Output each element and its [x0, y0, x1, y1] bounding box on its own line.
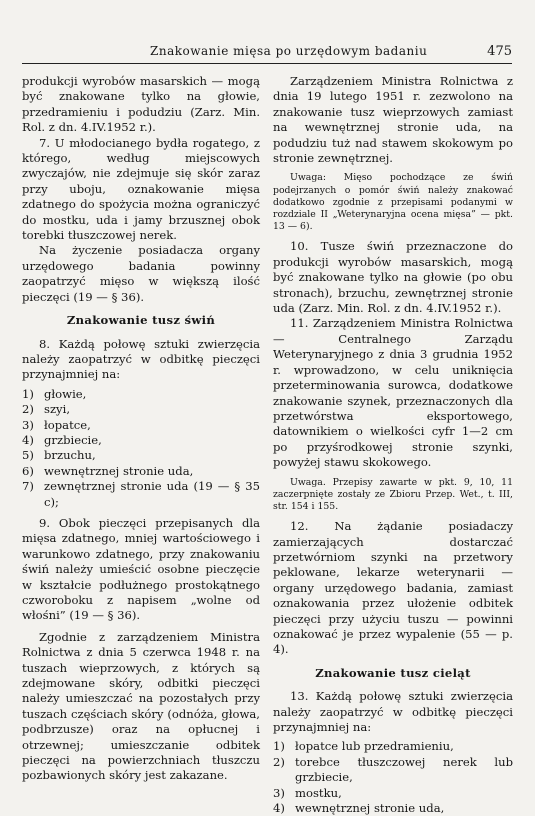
page-number: 475: [487, 44, 512, 59]
paragraph-request: Na życzenie posiadacza organy urzędowego badania powinny zaopatrzyć mięso w większą ilość pieczęci (19 — § 36).: [22, 243, 260, 304]
list-item: 4) grzbiecie,: [22, 432, 102, 447]
list-calf-stamp-locations: [273, 739, 513, 816]
paragraph-1948-order: Zgodnie z zarządzeniem Ministra Rolnictwa z dnia 5 czerwca 1948 r. na tuszach wieprzowych, z których są zdejmowane skóry, odbitki pieczęci należy umieszczać na pozostałych przy tuszach częściach skóry (odnóża, głowa, podbrzusze) oraz na opłucnej i otrzewnej; umieszczanie odbitek pieczęci na powierzchniach tłuszczu pozbawionych skóry jest zakazane.: [22, 629, 260, 783]
note-regulations: Uwaga. Przepisy zawarte w pkt. 9, 10, 11 zaczerpnięte zostały ze Zbioru Przep. Wet., t. III, str. 154 i 155.: [273, 476, 513, 512]
list-item: 1) głowie,: [22, 386, 87, 401]
list-item: 7) zewnętrznej stronie uda (19 — § 35 c);: [22, 479, 260, 509]
left-column: [22, 74, 260, 784]
list-item: 4) wewnętrznej stronie uda,: [273, 801, 445, 816]
paragraph-8: 8. Każdą połowę sztuki zwierzęcia należy zaopatrzyć w odbitkę pieczęci przynajmniej na:: [22, 336, 260, 382]
list-item: 5) brzuchu,: [22, 448, 96, 463]
list-item: 3) mostku,: [273, 785, 342, 800]
section-heading-pigs: Znakowanie tusz świń: [66, 313, 216, 328]
paragraph-7: 7. U młodocianego bydła rogatego, z którego, według miejscowych zwyczajów, nie zdejmuje się skór zaraz przy uboju, oznakowanie mięsa zdatnego do spożycia można ograniczyć do mostku, uda i jamy brzusznej obok torebki tłuszczowej nerek.: [22, 135, 260, 243]
list-item: 6) wewnętrznej stronie uda,: [22, 463, 194, 478]
running-header: [22, 42, 512, 64]
paragraph-11: 11. Zarządzeniem Ministra Rolnictwa — Centralnego Zarządu Weterynaryjnego z dnia 3 grudnia 1952 r. wprowadzono, w celu uniknięcia przeterminowania surowca, dodatkowe znakowanie szynek, przeznaczonych dla przetwórstwa eksportowego, datownikiem o wielkości cyfr 1—2 cm po przyśrodkowej stronie szynki, powyżej stawu skokowego.: [273, 316, 513, 470]
paragraph-1951-order: Zarządzeniem Ministra Rolnictwa z dnia 19 lutego 1951 r. zezwolono na znakowanie tusz wieprzowych zamiast na wewnętrznej stronie uda, na podudziu tuż nad stawem skokowym po stronie zewnętrznej.: [273, 74, 513, 166]
paragraph-10: 10. Tusze świń przeznaczone do produkcji wyrobów masarskich, mogą być znakowane tylko na głowie (po obu stronach), brzuchu, zewnętrznej stronie uda (Zarz. Min. Rol. z dn. 4.IV.1952 r.).: [273, 239, 513, 316]
right-column: [273, 74, 513, 816]
list-item: 2) torebce tłuszczowej nerek lub grzbiecie,: [273, 754, 513, 785]
list-item: 1) łopatce lub przedramieniu,: [273, 739, 454, 754]
note-swine-fever: Uwaga: Mięso pochodzące ze świń podejrzanych o pomór świń należy znakować dodatkowo zgodnie z przepisami podanymi w rozdziale II „Weterynaryjna ocena mięsa” — pkt. 13 — 6).: [273, 172, 513, 233]
list-item: 3) łopatce,: [22, 417, 91, 432]
paragraph-13: 13. Każdą połowę sztuki zwierzęcia należy zaopatrzyć w odbitkę pieczęci przynajmniej na:: [273, 689, 513, 735]
list-item: 2) szyi,: [22, 402, 71, 417]
paragraph-continued: produkcji wyrobów masarskich — mogą być znakowane tylko na głowie, przedramieniu i podudziu (Zarz. Min. Rol. z dn. 4.IV.1952 r.).: [22, 74, 260, 135]
section-heading-calves: Znakowanie tusz cieląt: [315, 665, 471, 680]
paragraph-9: 9. Obok pieczęci przepisanych dla mięsa zdatnego, mniej wartościowego i warunkowo zdatnego, przy znakowaniu świń należy umieścić osobne pieczęcie w kształcie podłużnego prostokątnego czworoboku z napisem „wolne od włośni” (19 — § 36).: [22, 515, 260, 623]
list-pig-stamp-locations: [22, 387, 260, 510]
header-rule: [22, 63, 512, 64]
running-title: Znakowanie mięsa po urzędowym badaniu: [150, 44, 428, 58]
paragraph-12: 12. Na żądanie posiadaczy zamierzających dostarczać przetwórniom szynki na przetwory peklowane, lekarze weterynarii — organy urzędowego badania, zamiast oznakowania przez ułożenie odbitek pieczęci przy użyciu tuszu — powinni oznakować je przez wypalenie (55 — p. 4).: [273, 519, 513, 657]
